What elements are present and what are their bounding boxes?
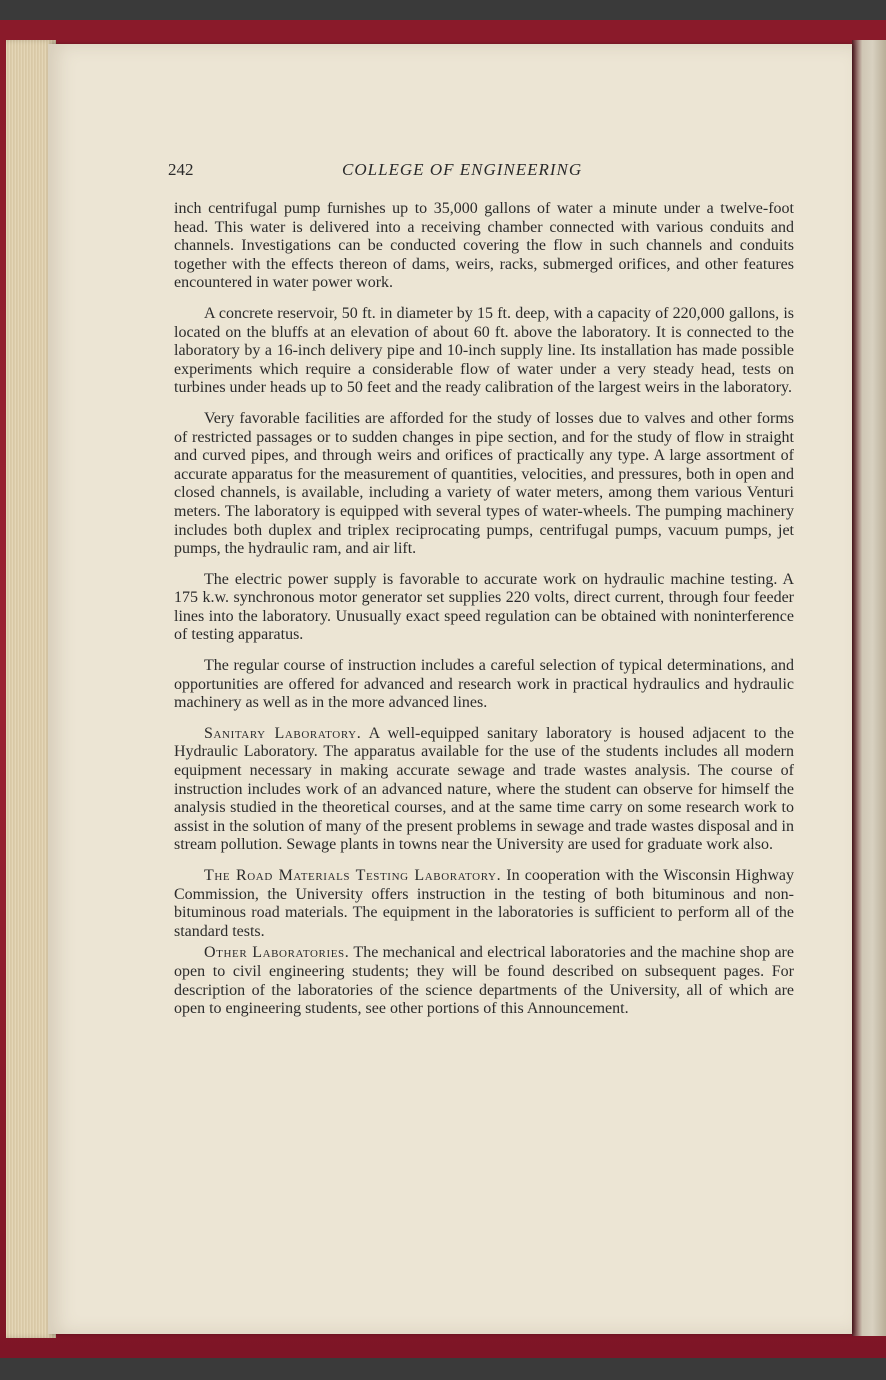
paragraph-road-materials-laboratory [174,867,794,941]
facing-page-edge [852,40,886,1336]
paragraph-text: In cooperation with the Wisconsin Highway Commission, the University offers instruction in the testing of both bituminous and non-bituminous road materials. The equipment in the laboratories is sufficient to perform all of the standard tests. [174,867,794,940]
paragraph-text: A well-equipped sanitary laboratory is housed adjacent to the Hydraulic Laboratory. The apparatus available for the use of the students includes all modern equipment necessary in making accurate sewage and trade wastes analysis. The course of instruction includes work of an advanced nature, where the student can observe for himself the analysis studied in the theoretical courses, and at the same time carry on some research work to assist in the solution of many of the present problems in sewage and trade wastes disposal and in stream pollution. Sewage plants in towns near the University are used for graduate work also. [174,724,794,854]
paragraph-text: Very favorable facilities are afforded for the study of losses due to valves and other forms of restricted passages or to sudden changes in pipe section, and for the study of flow in straight and curved pipes, and through weirs and orifices of practically any type. A large assortment of accurate apparatus for the measurement of quantities, velocities, and pressures, both in open and closed channels, is available, including a variety of water meters, among them various Venturi meters. The laboratory is equipped with several types of water-wheels. The pumping machinery includes both duplex and triplex reciprocating pumps, centrifugal pumps, vacuum pumps, jet pumps, the hydraulic ram, and air lift. [174,409,794,558]
page-header [168,160,618,182]
paragraph-text: The regular course of instruction includes a careful selection of typical determinations, and opportunities are offered for advanced and research work in practical hydraulics and hydraulic machinery as well as in the more advanced lines. [174,657,794,712]
section-heading: Sanitary Laboratory. [204,724,362,742]
body-text [174,200,794,1031]
page-number: 242 [168,160,194,179]
paragraph-other-laboratories [174,944,794,1018]
paragraph-text: The mechanical and electrical laboratories and the machine shop are open to civil engineering students; they will be found described on subsequent pages. For description of the laboratories of the science departments of the University, all of which are open to engineering students, see other portions of this Announcement. [174,944,794,1018]
section-heading: Other Laboratories. [204,944,350,962]
paragraph [174,305,794,398]
paragraph-text: inch centrifugal pump furnishes up to 35,000 gallons of water a minute under a twelve-foot head. This water is delivered into a receiving chamber connected with various conduits and channels. Investigations can be conducted covering the flow in such channels and conduits together with the effects thereon of dams, weirs, racks, submerged orifices, and other features encountered in water power work. [174,200,794,292]
paragraph-sanitary-laboratory [174,725,794,855]
paragraph [174,200,794,293]
paragraph-text: A concrete reservoir, 50 ft. in diameter by 15 ft. deep, with a capacity of 220,000 gallons, is located on the bluffs at an elevation of about 60 ft. above the laboratory. It is connected to the laboratory by a 16-inch delivery pipe and 10-inch supply line. Its installation has made possible experiments which require a considerable flow of water under a very steady head, tests on turbines under heads up to 50 feet and the ready calibration of the largest weirs in the laboratory. [174,304,794,397]
paragraph-text: The electric power supply is favorable to accurate work on hydraulic machine testing. A 175 k.w. synchronous motor generator set supplies 220 volts, direct current, through four feeder lines into the laboratory. Unusually exact speed regulation can be obtained with noninterference of testing apparatus. [174,570,794,644]
paragraph [174,571,794,645]
paragraph [174,410,794,559]
running-title: COLLEGE OF ENGINEERING [342,160,583,179]
section-heading: The Road Materials Testing Laboratory. [204,867,502,884]
paragraph [174,657,794,713]
